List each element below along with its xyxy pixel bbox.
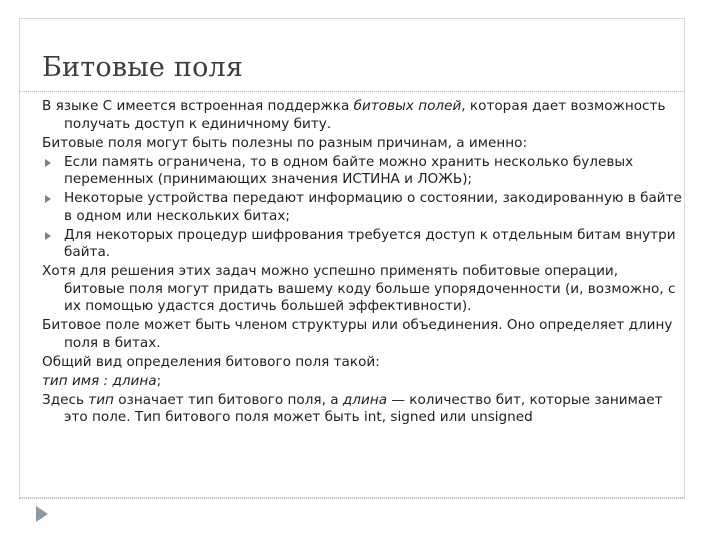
bottom-divider <box>19 498 685 499</box>
syntax-line: тип имя : длина; <box>42 372 162 389</box>
title-divider <box>19 91 685 92</box>
triangle-bullet-icon <box>45 232 51 240</box>
paragraph-general-form: Общий вид определения битового поля такой: <box>42 353 380 370</box>
slide-body <box>42 98 682 428</box>
paragraph-bitwise: Хотя для решения этих задач можно успешно применять побитовые операции, битовые поля могут придать вашему коду больше упорядоченности (и, возможно, с их помощью удастся достичь большей эффективности). <box>42 263 676 314</box>
term-bit-fields: битовых полей <box>353 98 462 114</box>
bullet-item: Если память ограничена, то в одном байте можно хранить несколько булевых переменных (принимающих значения ИСТИНА и ЛОЖЬ); <box>42 154 682 189</box>
paragraph-reasons: Битовые поля могут быть полезны по разным причинам, а именно: <box>42 134 528 151</box>
paragraph-member: Битовое поле может быть членом структуры или объединения. Оно определяет длину поля в битах. <box>42 317 673 351</box>
triangle-bullet-icon <box>45 159 51 167</box>
triangle-bullet-icon <box>45 195 51 203</box>
paragraph-intro: В языке С имеется встроенная поддержка битовых полей, которая дает возможность получать доступ к единичному биту. <box>42 98 666 132</box>
bullet-item: Для некоторых процедур шифрования требуется доступ к отдельным битам внутри байта. <box>42 227 682 262</box>
slide-title: Битовые поля <box>42 52 244 83</box>
paragraph-explanation: Здесь тип означает тип битового поля, а длина — количество бит, которые занимает это поле. Тип битового поля может быть int, signed или unsigned <box>42 391 663 425</box>
triangle-right-icon[interactable] <box>36 506 48 522</box>
bullet-item: Некоторые устройства передают информацию о состоянии, закодированную в байте в одном или нескольких битах; <box>42 190 682 225</box>
